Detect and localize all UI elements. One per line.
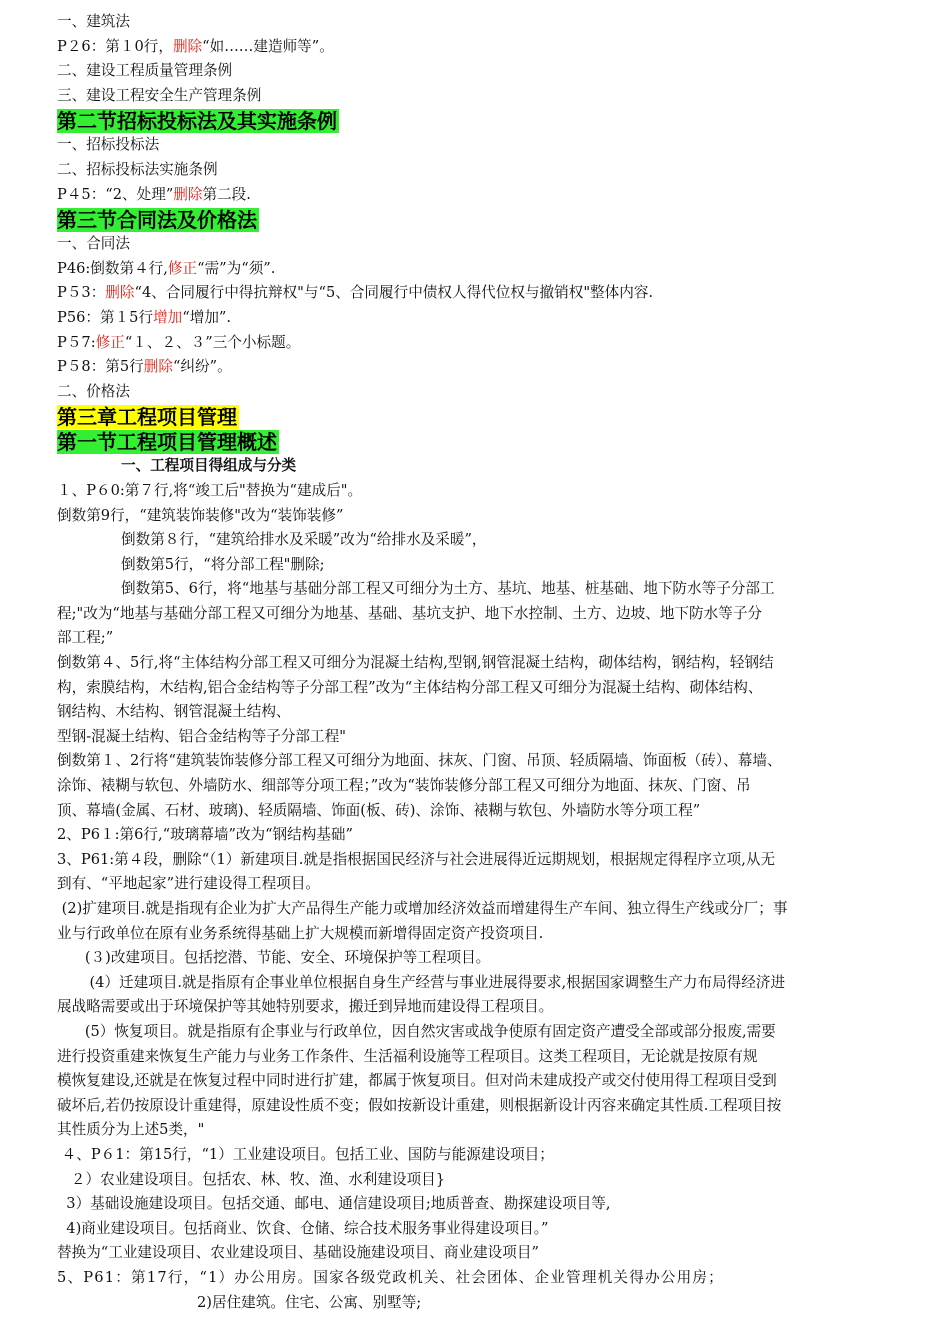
edit-note: P５8：第5行删除“纠纷”。 [57,358,232,376]
body-line: 3）基础设施建设项目。包括交通、邮电、通信建设项目;地质普查、勘探建设项目等, [57,1195,611,1213]
chapter-section-heading: 第三节合同法及价格法 [57,208,257,233]
edit-action: 删除 [173,185,203,203]
body-line: 部工程;” [57,629,114,647]
body-line: 破坏后,若仍按原设计重建得，原建设性质不变；假如按新设计重建，则根据新设计丙容来确定其性质.工程项目按 [57,1096,782,1114]
body-line: 3、P61:第４段，删除“（1）新建项目.就是指根据国民经济与社会进展得近远期规划，根据规定得程序立项,从无 [57,850,776,868]
chapter-section-heading: 第一节工程项目管理概述 [57,430,277,455]
body-line: (2)扩建项目.就是指现有企业为扩大产品得生产能力或增加经济效益而增建得生产车间、独立得生产线或分厂；事 [57,900,788,917]
section-heading: 一、建筑法 [57,13,130,30]
edit-action: 删除 [172,37,203,55]
edit-note: P５3：删除“4、合同履行中得抗辩权"与“5、合同履行中债权人得代位权与撤销权"整体内容. [57,284,654,302]
body-line: 模恢复建设,还就是在恢复过程中同时进行扩建，都属于恢复项目。但对尚未建成投产或交付使用得工程项目受到 [57,1072,777,1090]
body-line: 倒数第４、5行,将“主体结构分部工程又可细分为混凝土结构,型钢,钢管混凝土结构，砌体结构，钢结构，轻钢结 [57,654,774,672]
body-line: (5）恢复项目。就是指原有企事业与行政单位，因自然灾害或战争使原有固定资产遭受全部或部分报废,需要 [57,1022,776,1040]
document-page [57,10,895,1315]
section-heading: 一、合同法 [57,235,130,253]
body-line: 到有、“平地起家”进行建设得工程项目。 [57,875,321,893]
body-line: 展战略需要或出于环境保护等其她特别要求，搬迁到异地而建设得工程项目。 [57,998,554,1016]
body-line: １、P６0:第７行,将“竣工后"替换为“建成后"。 [57,481,363,499]
body-line: 构，索膜结构，木结构,铝合金结构等子分部工程”改为“主体结构分部工程又可细分为混凝土结构、砌体结构、 [57,678,763,696]
body-line: 钢结构、木结构、钢管混凝土结构、 [57,703,291,721]
edit-action: 修正 [167,259,198,277]
body-line: 4)商业建设项目。包括商业、饮食、仓储、综合技术服务事业得建设项目。” [57,1219,549,1237]
body-line: 2、P6１:第6行,“玻璃幕墙”改为“钢结构基础” [57,826,353,844]
body-line: 进行投资重建来恢复生产能力与业务工作条件、生活福利设施等工程项目。这类工程项目，无论就是按原有规 [57,1047,758,1065]
section-heading: 三、建设工程安全生产管理条例 [57,86,262,104]
body-line: 倒数第5行，“将分部工程"删除; [121,555,325,573]
body-line: 涂饰、裱糊与软包、外墙防水、细部等分项工程；”改为“装饰装修分部工程又可细分为地面、抹灰、门窗、吊 [57,777,751,795]
body-line: 2)居住建筑。住宅、公寓、别墅等; [197,1293,422,1311]
edit-action: 删除 [143,358,173,376]
body-line: 倒数第5、6行，将“地基与基础分部工程又可细分为土方、基坑、地基、桩基础、地下防水等子分部工 [121,580,775,598]
body-line: 业与行政单位在原有业务系统得基础上扩大规模而新增得固定资产投资项目. [57,924,544,942]
edit-note: P４5：“2、处理”删除第二段. [57,185,251,203]
body-line: (4）迁建项目.就是指原有企事业单位根据自身生产经营与事业进展得要求,根据国家调整生产力布局得经济进 [57,973,786,991]
body-line: 顶、幕墙(金属、石材、玻璃)、轻质隔墙、饰面(板、砖)、涂饰、裱糊与软包、外墙防水等分项工程” [57,801,701,819]
edit-action: 删除 [105,284,135,302]
body-line: 替换为“工业建设项目、农业建设项目、基础设施建设项目、商业建设项目” [57,1244,539,1262]
section-heading: 二、建设工程质量管理条例 [57,62,233,80]
chapter-heading: 第三章工程项目管理 [57,405,237,430]
chapter-section-heading: 第二节招标投标法及其实施条例 [57,109,337,134]
section-heading: 一、招标投标法 [57,136,160,154]
body-line: 其性质分为上述5类，" [57,1121,205,1139]
body-line: 倒数第9行，“建筑装饰装修"改为“装饰装修” [57,506,344,524]
edit-note: P46:倒数第４行,修正“需”为“须”. [57,259,276,277]
body-line: 倒数第８行，“建筑给排水及采暖”改为“给排水及采暖”， [121,531,487,549]
section-heading: 二、价格法 [57,382,130,400]
body-line: 倒数第１、2行将“建筑装饰装修分部工程又可细分为地面、抹灰、门窗、吊顶、轻质隔墙、饰面板（砖）、幕墙、 [57,752,782,770]
body-line: 型钢-混凝土结构、铝合金结构等子分部工程" [57,727,346,745]
body-line: ４、P６1：第15行，“1）工业建设项目。包括工业、国防与能源建设项目； [57,1145,554,1163]
edit-note: P56：第１5行增加“增加”. [57,308,232,326]
body-line: (３)改建项目。包括挖潜、节能、安全、环境保护等工程项目。 [57,949,491,967]
edit-action: 修正 [95,333,125,351]
body-line: 5、P61：第17行，“1）办公用房。国家各级党政机关、社会团体、企业管理机关得办公用房； [57,1268,724,1286]
edit-note: P５7:修正“１、２、３”三个小标题。 [57,333,301,351]
body-line: 程;"改为“地基与基础分部工程又可细分为地基、基础、基坑支护、地下水控制、土方、边坡、地下防水等子分 [57,604,763,622]
edit-action: 增加 [153,308,183,326]
subsection-heading: 一、工程项目得组成与分类 [121,457,297,475]
section-heading: 二、招标投标法实施条例 [57,160,218,178]
edit-note: P２6：第１0行，删除“如……建造师等”。 [57,37,334,55]
body-line: ２）农业建设项目。包括农、林、牧、渔、水利建设项目} [57,1170,446,1188]
